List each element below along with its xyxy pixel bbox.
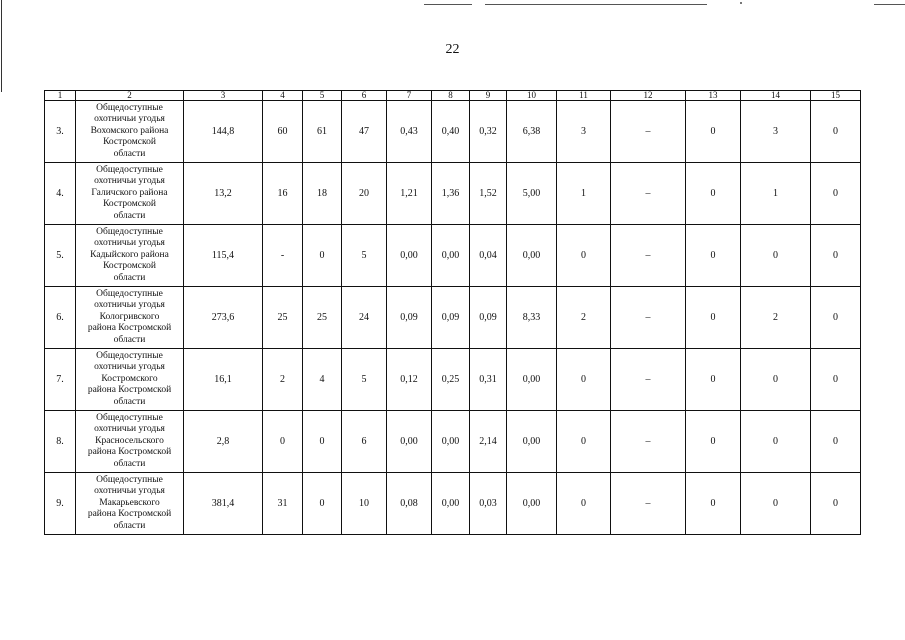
hunting-ground-name-cell xyxy=(76,163,184,225)
name-line: Кологривского xyxy=(99,311,160,322)
column-number-header: 5 xyxy=(303,91,342,101)
value-cell-col-9: 0,31 xyxy=(470,349,507,411)
value-cell-col-7: 0,43 xyxy=(387,101,432,163)
name-line: области xyxy=(113,148,146,159)
page-number: 22 xyxy=(445,42,460,57)
column-number-header: 6 xyxy=(342,91,387,101)
value-cell-col-5: 61 xyxy=(303,101,342,163)
value-cell-col-14: 0 xyxy=(741,411,811,473)
top-scan-mark xyxy=(874,4,905,5)
name-line: Общедоступные xyxy=(96,102,163,113)
name-line: Кадыйского района xyxy=(90,249,169,260)
top-scan-mark xyxy=(485,4,707,5)
value-cell-col-6: 47 xyxy=(342,101,387,163)
value-cell-col-12: – xyxy=(611,101,686,163)
scan-speck xyxy=(740,2,742,4)
hunting-ground-name-cell xyxy=(76,411,184,473)
column-number-header: 11 xyxy=(557,91,611,101)
value-cell-col-11: 3 xyxy=(557,101,611,163)
name-line: Общедоступные xyxy=(96,288,163,299)
value-cell-col-4: - xyxy=(263,225,303,287)
value-cell-col-14: 0 xyxy=(741,473,811,535)
value-cell-col-8: 0,00 xyxy=(432,473,470,535)
row-number-cell: 8. xyxy=(45,411,76,473)
value-cell-col-12: – xyxy=(611,163,686,225)
name-line: области xyxy=(113,396,146,407)
value-cell-col-7: 0,08 xyxy=(387,473,432,535)
name-line: Макарьевского xyxy=(99,497,160,508)
name-line: Вохомского района xyxy=(90,125,169,136)
row-number-cell: 3. xyxy=(45,101,76,163)
value-cell-col-14: 3 xyxy=(741,101,811,163)
value-cell-col-8: 0,40 xyxy=(432,101,470,163)
value-cell-col-10: 0,00 xyxy=(507,473,557,535)
value-cell-col-13: 0 xyxy=(686,101,741,163)
value-cell-col-6: 5 xyxy=(342,349,387,411)
value-cell-col-7: 0,00 xyxy=(387,411,432,473)
value-cell-col-12: – xyxy=(611,225,686,287)
value-cell-col-6: 10 xyxy=(342,473,387,535)
value-cell-col-12: – xyxy=(611,473,686,535)
name-line: Общедоступные xyxy=(96,226,163,237)
hunting-grounds-table xyxy=(44,90,861,535)
table-row xyxy=(45,225,861,287)
name-line: Костромского xyxy=(101,373,158,384)
table-row xyxy=(45,411,861,473)
value-cell-col-5: 25 xyxy=(303,287,342,349)
value-cell-col-6: 24 xyxy=(342,287,387,349)
name-line: Красносельского xyxy=(95,435,164,446)
value-cell-col-13: 0 xyxy=(686,225,741,287)
value-cell-col-6: 5 xyxy=(342,225,387,287)
value-cell-col-14: 0 xyxy=(741,225,811,287)
row-number-cell: 7. xyxy=(45,349,76,411)
value-cell-col-3: 381,4 xyxy=(184,473,263,535)
value-cell-col-5: 0 xyxy=(303,411,342,473)
row-number-cell: 4. xyxy=(45,163,76,225)
value-cell-col-15: 0 xyxy=(811,411,861,473)
value-cell-col-14: 2 xyxy=(741,287,811,349)
value-cell-col-13: 0 xyxy=(686,163,741,225)
name-line: области xyxy=(113,458,146,469)
value-cell-col-11: 1 xyxy=(557,163,611,225)
value-cell-col-11: 0 xyxy=(557,349,611,411)
name-line: Общедоступные xyxy=(96,474,163,485)
value-cell-col-4: 60 xyxy=(263,101,303,163)
row-number-cell: 6. xyxy=(45,287,76,349)
value-cell-col-8: 0,00 xyxy=(432,225,470,287)
value-cell-col-10: 0,00 xyxy=(507,411,557,473)
table-row xyxy=(45,287,861,349)
top-scan-mark xyxy=(424,4,472,5)
value-cell-col-3: 16,1 xyxy=(184,349,263,411)
value-cell-col-15: 0 xyxy=(811,163,861,225)
value-cell-col-9: 0,04 xyxy=(470,225,507,287)
value-cell-col-10: 6,38 xyxy=(507,101,557,163)
value-cell-col-11: 0 xyxy=(557,411,611,473)
value-cell-col-15: 0 xyxy=(811,349,861,411)
name-line: области xyxy=(113,210,146,221)
column-number-header: 2 xyxy=(76,91,184,101)
value-cell-col-11: 0 xyxy=(557,225,611,287)
name-line: области xyxy=(113,334,146,345)
name-line: Костромской xyxy=(103,199,156,210)
hunting-ground-name-cell xyxy=(76,473,184,535)
value-cell-col-8: 0,00 xyxy=(432,411,470,473)
name-line: охотничьи угодья xyxy=(94,424,165,435)
column-number-header: 12 xyxy=(611,91,686,101)
value-cell-col-9: 0,32 xyxy=(470,101,507,163)
table-row xyxy=(45,163,861,225)
name-line: Галичского района xyxy=(91,187,168,198)
name-line: охотничьи угодья xyxy=(94,300,165,311)
column-number-header: 1 xyxy=(45,91,76,101)
value-cell-col-15: 0 xyxy=(811,225,861,287)
value-cell-col-13: 0 xyxy=(686,411,741,473)
name-line: Общедоступные xyxy=(96,164,163,175)
value-cell-col-5: 0 xyxy=(303,473,342,535)
name-line: Общедоступные xyxy=(96,350,163,361)
value-cell-col-10: 8,33 xyxy=(507,287,557,349)
value-cell-col-14: 1 xyxy=(741,163,811,225)
column-number-header: 8 xyxy=(432,91,470,101)
value-cell-col-9: 2,14 xyxy=(470,411,507,473)
value-cell-col-7: 0,09 xyxy=(387,287,432,349)
name-line: области xyxy=(113,520,146,531)
hunting-ground-name-cell xyxy=(76,349,184,411)
value-cell-col-14: 0 xyxy=(741,349,811,411)
value-cell-col-9: 0,09 xyxy=(470,287,507,349)
column-number-header: 14 xyxy=(741,91,811,101)
value-cell-col-11: 2 xyxy=(557,287,611,349)
hunting-ground-name-cell xyxy=(76,287,184,349)
value-cell-col-9: 0,03 xyxy=(470,473,507,535)
value-cell-col-10: 0,00 xyxy=(507,349,557,411)
table-row xyxy=(45,349,861,411)
value-cell-col-5: 18 xyxy=(303,163,342,225)
value-cell-col-13: 0 xyxy=(686,349,741,411)
column-number-header: 15 xyxy=(811,91,861,101)
hunting-ground-name-cell xyxy=(76,101,184,163)
column-number-header: 10 xyxy=(507,91,557,101)
name-line: Костромской xyxy=(103,261,156,272)
value-cell-col-15: 0 xyxy=(811,287,861,349)
table-row xyxy=(45,473,861,535)
name-line: охотничьи угодья xyxy=(94,362,165,373)
column-number-row xyxy=(45,91,861,101)
value-cell-col-12: – xyxy=(611,349,686,411)
column-number-header: 3 xyxy=(184,91,263,101)
table-body xyxy=(45,91,861,535)
value-cell-col-13: 0 xyxy=(686,287,741,349)
value-cell-col-6: 6 xyxy=(342,411,387,473)
value-cell-col-3: 273,6 xyxy=(184,287,263,349)
value-cell-col-15: 0 xyxy=(811,101,861,163)
value-cell-col-4: 16 xyxy=(263,163,303,225)
value-cell-col-10: 5,00 xyxy=(507,163,557,225)
value-cell-col-7: 1,21 xyxy=(387,163,432,225)
value-cell-col-7: 0,00 xyxy=(387,225,432,287)
value-cell-col-12: – xyxy=(611,411,686,473)
name-line: района Костромской xyxy=(87,323,172,334)
name-line: района Костромской xyxy=(87,447,172,458)
value-cell-col-15: 0 xyxy=(811,473,861,535)
value-cell-col-6: 20 xyxy=(342,163,387,225)
name-line: Общедоступные xyxy=(96,412,163,423)
column-number-header: 7 xyxy=(387,91,432,101)
name-line: района Костромской xyxy=(87,509,172,520)
value-cell-col-4: 25 xyxy=(263,287,303,349)
value-cell-col-11: 0 xyxy=(557,473,611,535)
column-number-header: 9 xyxy=(470,91,507,101)
row-number-cell: 9. xyxy=(45,473,76,535)
value-cell-col-4: 0 xyxy=(263,411,303,473)
table-row xyxy=(45,101,861,163)
name-line: области xyxy=(113,272,146,283)
value-cell-col-9: 1,52 xyxy=(470,163,507,225)
value-cell-col-3: 144,8 xyxy=(184,101,263,163)
value-cell-col-8: 1,36 xyxy=(432,163,470,225)
row-number-cell: 5. xyxy=(45,225,76,287)
value-cell-col-3: 13,2 xyxy=(184,163,263,225)
value-cell-col-10: 0,00 xyxy=(507,225,557,287)
name-line: охотничьи угодья xyxy=(94,238,165,249)
value-cell-col-7: 0,12 xyxy=(387,349,432,411)
value-cell-col-4: 2 xyxy=(263,349,303,411)
name-line: охотничьи угодья xyxy=(94,114,165,125)
column-number-header: 4 xyxy=(263,91,303,101)
value-cell-col-4: 31 xyxy=(263,473,303,535)
value-cell-col-12: – xyxy=(611,287,686,349)
name-line: района Костромской xyxy=(87,385,172,396)
value-cell-col-3: 115,4 xyxy=(184,225,263,287)
value-cell-col-3: 2,8 xyxy=(184,411,263,473)
hunting-ground-name-cell xyxy=(76,225,184,287)
name-line: охотничьи угодья xyxy=(94,176,165,187)
value-cell-col-13: 0 xyxy=(686,473,741,535)
value-cell-col-8: 0,09 xyxy=(432,287,470,349)
column-number-header: 13 xyxy=(686,91,741,101)
value-cell-col-8: 0,25 xyxy=(432,349,470,411)
name-line: охотничьи угодья xyxy=(94,486,165,497)
value-cell-col-5: 0 xyxy=(303,225,342,287)
name-line: Костромской xyxy=(103,137,156,148)
value-cell-col-5: 4 xyxy=(303,349,342,411)
